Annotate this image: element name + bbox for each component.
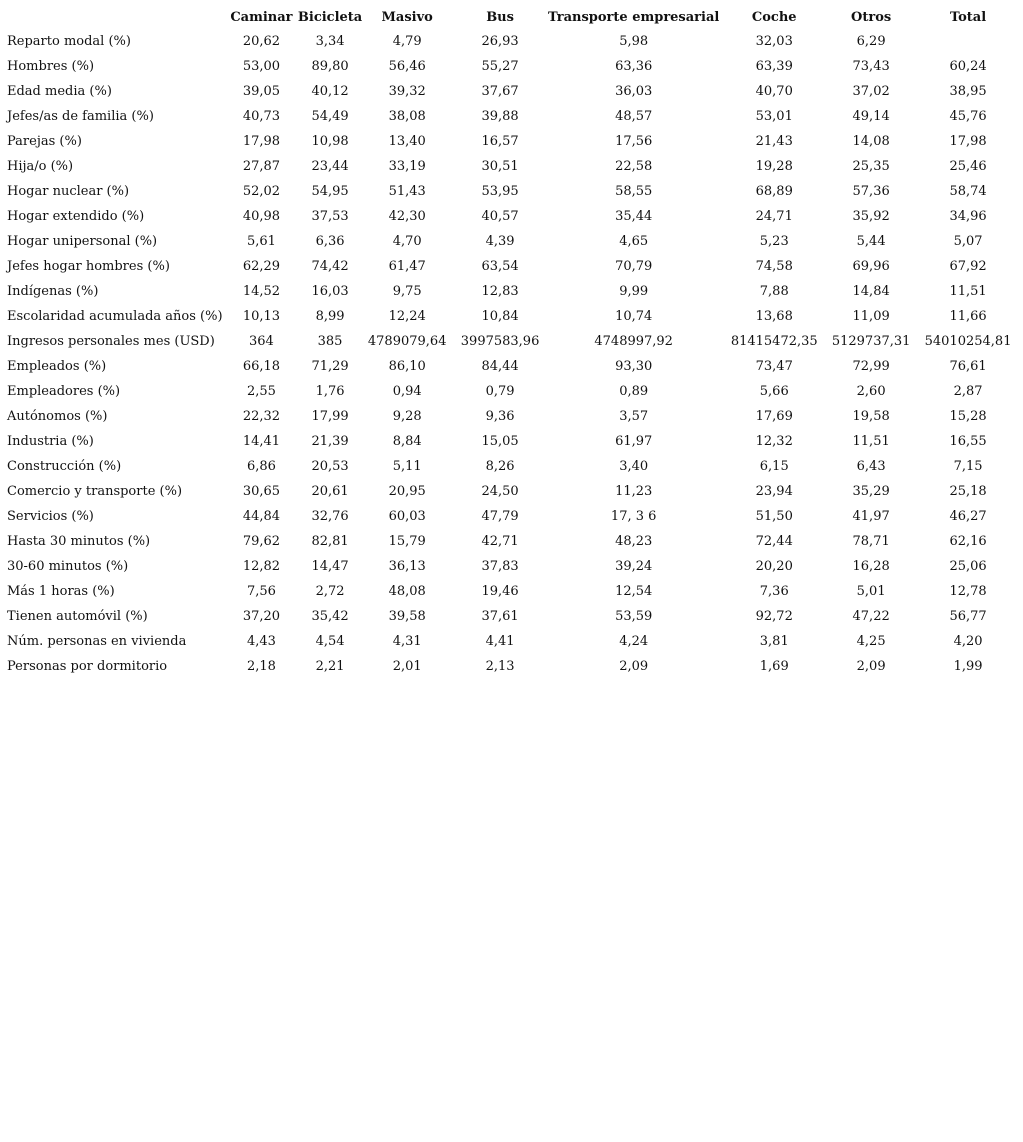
table-cell: 48,08 — [388, 584, 426, 599]
table-cell: 25,35 — [852, 159, 890, 174]
table-cell: 2,21 — [315, 659, 345, 674]
table-cell: 3,40 — [619, 459, 649, 474]
table-cell: 12,78 — [949, 584, 987, 599]
table-cell: 4,65 — [619, 234, 649, 249]
table-cell: 20,62 — [242, 34, 281, 49]
table-cell: 8,26 — [485, 459, 515, 474]
table-cell: 20,61 — [311, 484, 349, 499]
table-cell: 5,07 — [953, 234, 983, 249]
table-cell: 82,81 — [311, 534, 349, 549]
table-cell: 36,03 — [615, 84, 653, 99]
table-cell: 4748997,92 — [594, 334, 673, 349]
table-cell: 25,18 — [949, 484, 987, 499]
table-cell: 54,95 — [311, 184, 349, 199]
table-cell: 19,58 — [852, 409, 890, 424]
table-cell: 25,06 — [949, 559, 987, 574]
row-label: Núm. personas en vivienda — [7, 634, 187, 649]
table-cell: 32,76 — [311, 509, 349, 524]
table-cell: 10,98 — [311, 134, 349, 149]
table-cell: 37,61 — [481, 609, 519, 624]
table-cell: 12,24 — [388, 309, 426, 324]
table-row — [5, 454, 1023, 479]
row-label: 30-60 minutos (%) — [7, 559, 129, 574]
table-cell: 9,75 — [392, 284, 422, 299]
table-cell: 73,47 — [755, 359, 793, 374]
row-label: Empleadores (%) — [7, 384, 121, 399]
table-cell: 79,62 — [242, 534, 281, 549]
table-row — [5, 604, 1023, 629]
table-cell: 39,58 — [388, 609, 426, 624]
table-cell: 2,18 — [246, 659, 276, 674]
table-cell: 14,08 — [852, 134, 890, 149]
table-cell: 13,40 — [388, 134, 426, 149]
table-row — [5, 204, 1023, 229]
table-cell: 7,36 — [759, 584, 789, 599]
table-cell: 84,44 — [481, 359, 519, 374]
table-cell: 34,96 — [949, 209, 987, 224]
table-cell: 14,52 — [242, 284, 281, 299]
row-label: Reparto modal (%) — [7, 34, 131, 49]
table-cell: 22,32 — [242, 409, 281, 424]
table-cell: 51,50 — [755, 509, 793, 524]
table-row — [5, 79, 1023, 104]
table-cell: 63,39 — [755, 59, 793, 74]
row-label: Hogar extendido (%) — [7, 209, 145, 224]
table-cell: 17,69 — [755, 409, 793, 424]
table-cell: 5,44 — [856, 234, 886, 249]
row-label: Hija/o (%) — [7, 159, 74, 174]
table-cell: 20,95 — [388, 484, 426, 499]
row-label: Edad media (%) — [7, 84, 112, 99]
table-cell: 46,27 — [949, 509, 987, 524]
table-cell: 14,47 — [311, 559, 349, 574]
table-cell: 63,54 — [481, 259, 519, 274]
header-cell: Bicicleta — [297, 9, 363, 25]
table-cell: 5,01 — [856, 584, 886, 599]
table-cell: 5129737,31 — [831, 334, 911, 349]
table-cell: 47,22 — [852, 609, 890, 624]
table-cell: 40,12 — [311, 84, 349, 99]
header-cell: Otros — [851, 9, 892, 25]
table-cell: 62,29 — [242, 259, 281, 274]
table-cell: 5,11 — [392, 459, 422, 474]
table-cell: 76,61 — [949, 359, 987, 374]
table-cell: 47,79 — [481, 509, 519, 524]
table-cell: 11,51 — [949, 284, 987, 299]
table-cell: 15,28 — [949, 409, 987, 424]
table-cell: 51,43 — [388, 184, 426, 199]
table-cell: 40,70 — [755, 84, 793, 99]
table-row — [5, 579, 1023, 604]
table-cell: 37,67 — [481, 84, 519, 99]
table-cell: 8,99 — [315, 309, 345, 324]
row-label: Indígenas (%) — [7, 284, 99, 299]
table-cell: 61,47 — [388, 259, 426, 274]
table-cell: 52,02 — [242, 184, 281, 199]
table-cell: 5,23 — [759, 234, 789, 249]
table-cell: 40,73 — [242, 109, 281, 124]
table-row — [5, 54, 1023, 79]
table-cell: 5,98 — [619, 34, 649, 49]
table-cell: 58,74 — [949, 184, 987, 199]
table-cell: 2,01 — [392, 659, 422, 674]
row-label: Jefes hogar hombres (%) — [7, 259, 170, 274]
table-cell: 12,54 — [615, 584, 653, 599]
table-cell: 38,08 — [388, 109, 426, 124]
table-cell: 3,34 — [315, 34, 345, 49]
header-cell: Caminar — [230, 9, 293, 25]
table-cell: 5,66 — [759, 384, 789, 399]
table-cell: 7,56 — [246, 584, 276, 599]
table-cell: 56,46 — [388, 59, 426, 74]
table-cell: 74,42 — [311, 259, 349, 274]
table-cell: 35,42 — [311, 609, 349, 624]
table-cell: 20,20 — [755, 559, 793, 574]
table-row — [5, 329, 1023, 354]
header-cell: Transporte empresarial — [548, 9, 720, 25]
table-cell: 38,95 — [949, 84, 987, 99]
table-cell: 39,32 — [388, 84, 426, 99]
table-cell: 4,41 — [485, 634, 515, 649]
table-cell: 1,99 — [953, 659, 983, 674]
table-cell: 12,83 — [481, 284, 519, 299]
table-cell: 2,09 — [856, 659, 886, 674]
table-cell: 0,94 — [392, 384, 422, 399]
table-cell: 24,71 — [755, 209, 793, 224]
table-cell: 35,92 — [852, 209, 890, 224]
table-cell: 78,71 — [852, 534, 890, 549]
table-row — [5, 429, 1023, 454]
table-cell: 60,03 — [388, 509, 426, 524]
table-row — [5, 554, 1023, 579]
table-cell: 3,81 — [759, 634, 789, 649]
row-label: Autónomos (%) — [7, 409, 108, 424]
table-cell: 3997583,96 — [460, 334, 540, 349]
header-cell: Coche — [751, 9, 797, 25]
table-header-row — [5, 5, 1023, 29]
table-cell: 2,72 — [315, 584, 345, 599]
table-cell: 62,16 — [949, 534, 987, 549]
table-cell: 6,29 — [856, 34, 886, 49]
table-cell: 4,25 — [856, 634, 886, 649]
table-cell: 53,00 — [242, 59, 281, 74]
table-cell: 23,44 — [311, 159, 349, 174]
table-cell: 13,68 — [755, 309, 793, 324]
table-cell: 15,05 — [481, 434, 519, 449]
row-label: Tienen automóvil (%) — [7, 609, 148, 624]
table-cell: 53,01 — [755, 109, 793, 124]
table-cell: 54010254,81 — [924, 334, 1012, 349]
table-cell: 10,13 — [242, 309, 281, 324]
table-cell: 74,58 — [755, 259, 793, 274]
table-cell: 11,09 — [852, 309, 890, 324]
table-cell: 45,76 — [949, 109, 987, 124]
table-cell: 2,60 — [856, 384, 886, 399]
table-cell: 56,77 — [949, 609, 987, 624]
row-label: Personas por dormitorio — [7, 659, 168, 674]
table-cell: 16,03 — [311, 284, 349, 299]
table-cell: 41,97 — [852, 509, 890, 524]
table-cell: 11,51 — [852, 434, 890, 449]
table-cell: 61,97 — [615, 434, 653, 449]
table-cell: 26,93 — [481, 34, 519, 49]
table-cell: 8,84 — [392, 434, 422, 449]
table-cell: 11,23 — [615, 484, 653, 499]
header-cell: Total — [949, 9, 987, 25]
table-cell: 63,36 — [615, 59, 653, 74]
table-cell: 67,92 — [949, 259, 987, 274]
table-cell: 6,43 — [856, 459, 886, 474]
table-cell: 39,88 — [481, 109, 519, 124]
table-cell: 2,55 — [246, 384, 276, 399]
table-cell: 58,55 — [615, 184, 653, 199]
table-cell: 0,79 — [485, 384, 515, 399]
table-cell: 53,59 — [615, 609, 653, 624]
table-cell: 11,66 — [949, 309, 987, 324]
header-cell: Masivo — [381, 9, 433, 25]
table-cell: 0,89 — [619, 384, 649, 399]
table-cell: 37,83 — [481, 559, 519, 574]
table-cell: 3,57 — [619, 409, 649, 424]
table-row — [5, 104, 1023, 129]
table-cell: 17,98 — [242, 134, 281, 149]
table-cell: 2,13 — [485, 659, 515, 674]
table-cell: 17, 3 6 — [610, 509, 657, 524]
table-cell: 385 — [317, 334, 343, 349]
table-cell: 35,29 — [852, 484, 890, 499]
row-label: Hogar nuclear (%) — [7, 184, 130, 199]
table-row — [5, 379, 1023, 404]
table-cell: 68,89 — [755, 184, 793, 199]
table-cell: 30,51 — [481, 159, 519, 174]
table-row — [5, 654, 1023, 679]
table-row — [5, 154, 1023, 179]
table-cell: 14,41 — [242, 434, 281, 449]
table-cell: 9,28 — [392, 409, 422, 424]
table-cell: 57,36 — [852, 184, 890, 199]
table-cell: 55,27 — [481, 59, 519, 74]
table-cell: 27,87 — [242, 159, 281, 174]
table-row — [5, 529, 1023, 554]
table-cell: 37,20 — [242, 609, 281, 624]
table-cell: 12,82 — [242, 559, 281, 574]
table-row — [5, 304, 1023, 329]
table-cell: 60,24 — [949, 59, 987, 74]
table-cell: 92,72 — [755, 609, 793, 624]
table-cell: 22,58 — [615, 159, 653, 174]
row-label: Industria (%) — [7, 434, 94, 449]
table-cell: 39,24 — [615, 559, 653, 574]
table-cell: 7,15 — [953, 459, 983, 474]
table-cell: 73,43 — [852, 59, 890, 74]
table-cell: 48,23 — [615, 534, 653, 549]
table-cell: 40,57 — [481, 209, 519, 224]
table-cell: 33,19 — [388, 159, 426, 174]
table-cell: 4789079,64 — [367, 334, 447, 349]
row-label: Empleados (%) — [7, 359, 107, 374]
table-cell: 10,74 — [615, 309, 653, 324]
row-label: Construcción (%) — [7, 459, 122, 474]
table-cell: 15,79 — [388, 534, 426, 549]
table-cell: 81415472,35 — [730, 334, 818, 349]
table-cell: 12,32 — [755, 434, 793, 449]
table-cell: 17,98 — [949, 134, 987, 149]
row-label: Comercio y transporte (%) — [7, 484, 183, 499]
table-cell: 10,84 — [481, 309, 519, 324]
table-cell: 4,70 — [392, 234, 422, 249]
table-row — [5, 179, 1023, 204]
table-cell: 21,39 — [311, 434, 349, 449]
table-cell: 93,30 — [615, 359, 653, 374]
table-cell: 70,79 — [615, 259, 653, 274]
table-cell: 16,57 — [481, 134, 519, 149]
table-cell: 42,30 — [388, 209, 426, 224]
table-cell: 54,49 — [311, 109, 349, 124]
table-cell: 6,36 — [315, 234, 345, 249]
row-label: Escolaridad acumulada años (%) — [7, 309, 223, 324]
row-label: Hogar unipersonal (%) — [7, 234, 158, 249]
table-cell: 20,53 — [311, 459, 349, 474]
table-cell: 5,61 — [246, 234, 276, 249]
table-cell: 16,28 — [852, 559, 890, 574]
header-cell: Bus — [486, 9, 514, 25]
table-cell: 16,55 — [949, 434, 987, 449]
table-cell: 24,50 — [481, 484, 519, 499]
table-cell: 19,46 — [481, 584, 519, 599]
table-cell: 7,88 — [759, 284, 789, 299]
table-cell: 36,13 — [388, 559, 426, 574]
table-cell: 9,36 — [485, 409, 515, 424]
table-cell: 23,94 — [755, 484, 793, 499]
table-cell: 4,79 — [392, 34, 422, 49]
row-label: Parejas (%) — [7, 134, 82, 149]
table-cell: 89,80 — [311, 59, 349, 74]
table-cell: 35,44 — [615, 209, 653, 224]
table-cell: 66,18 — [242, 359, 281, 374]
row-label: Ingresos personales mes (USD) — [7, 334, 215, 349]
table-row — [5, 129, 1023, 154]
table-cell: 49,14 — [852, 109, 890, 124]
row-label: Jefes/as de familia (%) — [7, 109, 154, 124]
table-cell: 69,96 — [852, 259, 890, 274]
table-row — [5, 279, 1023, 304]
table-cell: 21,43 — [755, 134, 793, 149]
row-label: Hasta 30 minutos (%) — [7, 534, 151, 549]
table-cell: 72,44 — [755, 534, 793, 549]
table-cell: 53,95 — [481, 184, 519, 199]
table-body — [5, 29, 1023, 679]
table-cell: 4,31 — [392, 634, 422, 649]
table-cell: 39,05 — [242, 84, 281, 99]
table-cell: 25,46 — [949, 159, 987, 174]
table-cell: 364 — [249, 334, 274, 349]
table-cell: 71,29 — [311, 359, 349, 374]
table-row — [5, 404, 1023, 429]
table-cell: 72,99 — [852, 359, 890, 374]
table-cell: 37,53 — [311, 209, 349, 224]
table-cell: 4,20 — [953, 634, 983, 649]
table-cell: 9,99 — [619, 284, 649, 299]
table-row — [5, 29, 1023, 54]
row-label: Servicios (%) — [7, 509, 94, 524]
table-cell: 4,39 — [485, 234, 515, 249]
table-cell: 40,98 — [242, 209, 281, 224]
statistics-table — [5, 5, 1023, 679]
row-label: Hombres (%) — [7, 59, 95, 74]
table-cell: 37,02 — [852, 84, 890, 99]
table-cell: 42,71 — [481, 534, 519, 549]
table-cell: 86,10 — [388, 359, 426, 374]
table-cell: 32,03 — [755, 34, 793, 49]
table-cell: 6,15 — [759, 459, 789, 474]
table-cell: 6,86 — [246, 459, 276, 474]
table-cell: 2,09 — [619, 659, 649, 674]
table-cell: 4,54 — [315, 634, 345, 649]
table-cell: 4,43 — [246, 634, 276, 649]
row-label: Más 1 horas (%) — [7, 584, 115, 599]
table-cell: 2,87 — [953, 384, 983, 399]
table-cell: 14,84 — [852, 284, 890, 299]
table-row — [5, 629, 1023, 654]
table-cell: 1,69 — [759, 659, 789, 674]
table-cell: 17,99 — [311, 409, 349, 424]
table-cell: 19,28 — [755, 159, 793, 174]
table-cell: 30,65 — [242, 484, 281, 499]
table-cell: 48,57 — [615, 109, 653, 124]
table-cell: 1,76 — [315, 384, 345, 399]
table-row — [5, 254, 1023, 279]
table-cell — [913, 29, 1023, 54]
table-cell: 44,84 — [242, 509, 281, 524]
table-row — [5, 479, 1023, 504]
header-cell-label — [5, 5, 225, 29]
table-row — [5, 229, 1023, 254]
table-row — [5, 504, 1023, 529]
table-row — [5, 354, 1023, 379]
table-cell: 17,56 — [615, 134, 653, 149]
table-cell: 4,24 — [619, 634, 649, 649]
